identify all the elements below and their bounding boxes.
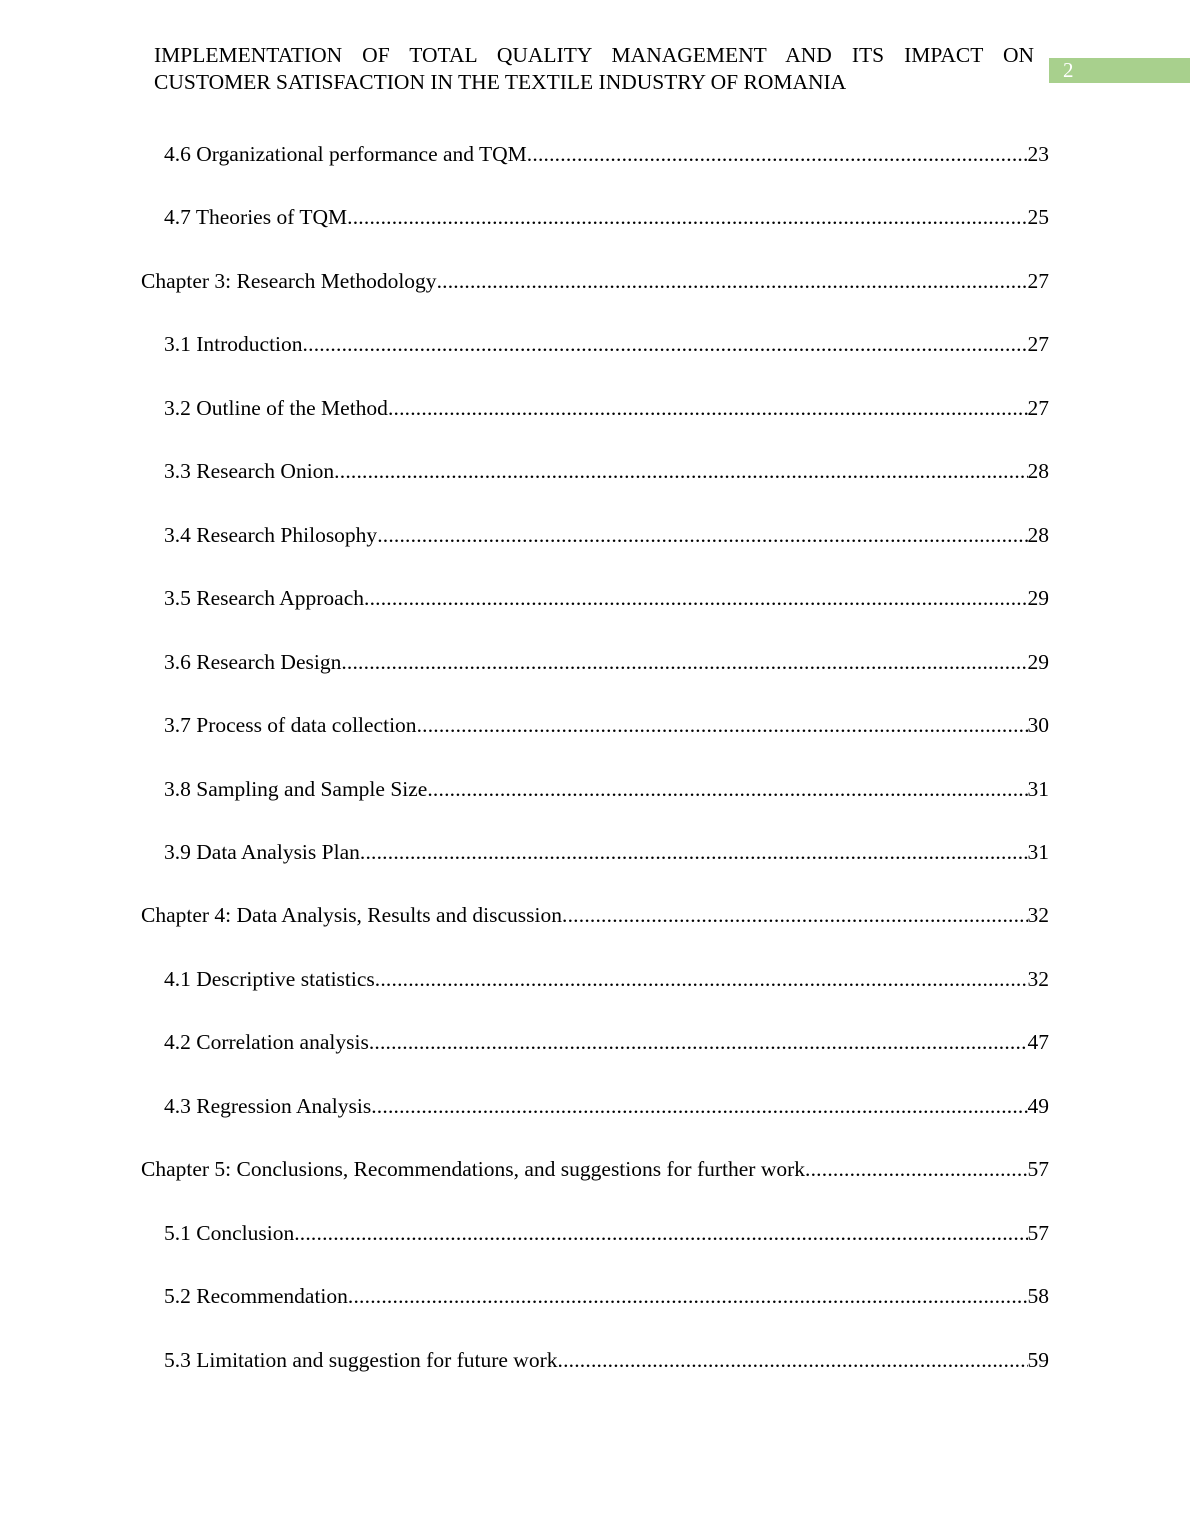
toc-entry-page-number: 59 — [1027, 1348, 1049, 1372]
toc-entry-page-number: 47 — [1027, 1030, 1049, 1054]
toc-entry[interactable] — [141, 268, 1049, 294]
toc-entry[interactable] — [141, 902, 1049, 928]
toc-entry-page-number: 25 — [1027, 205, 1049, 229]
toc-entry-label: 4.7 Theories of TQM — [164, 205, 348, 229]
toc-entry[interactable] — [164, 1093, 1049, 1119]
toc-dot-leader — [417, 712, 1028, 738]
toc-entry[interactable] — [164, 712, 1049, 738]
toc-entry-label: 5.1 Conclusion — [164, 1221, 295, 1245]
toc-entry-label: Chapter 4: Data Analysis, Results and discussion — [141, 903, 563, 927]
toc-entry-page-number: 57 — [1027, 1157, 1049, 1181]
toc-entry[interactable] — [164, 204, 1049, 230]
toc-entry-label: Chapter 5: Conclusions, Recommendations, and suggestions for further work — [141, 1157, 806, 1181]
toc-entry[interactable] — [164, 331, 1049, 357]
toc-dot-leader — [371, 1093, 1027, 1119]
toc-entry[interactable] — [164, 776, 1049, 802]
toc-entry-label: 3.7 Process of data collection — [164, 713, 417, 737]
toc-entry-label: 5.2 Recommendation — [164, 1284, 348, 1308]
toc-dot-leader — [303, 331, 1028, 357]
toc-dot-leader — [364, 585, 1028, 611]
toc-entry-label: 3.8 Sampling and Sample Size — [164, 777, 428, 801]
toc-entry-page-number: 57 — [1027, 1221, 1049, 1245]
toc-dot-leader — [437, 268, 1028, 294]
toc-entry-label: 3.1 Introduction — [164, 332, 303, 356]
toc-dot-leader — [527, 141, 1028, 167]
toc-entry-label: 4.1 Descriptive statistics — [164, 967, 375, 991]
toc-entry-page-number: 49 — [1027, 1094, 1049, 1118]
toc-entry-label: 3.9 Data Analysis Plan — [164, 840, 360, 864]
toc-entry[interactable] — [164, 395, 1049, 421]
toc-entry[interactable] — [164, 1029, 1049, 1055]
toc-entry[interactable] — [164, 458, 1049, 484]
toc-entry[interactable] — [164, 141, 1049, 167]
toc-dot-leader — [348, 1283, 1028, 1309]
toc-dot-leader — [388, 395, 1028, 421]
toc-entry[interactable] — [164, 585, 1049, 611]
toc-entry[interactable] — [164, 522, 1049, 548]
page-number-badge — [1049, 58, 1190, 83]
toc-dot-leader — [377, 522, 1027, 548]
toc-dot-leader — [334, 458, 1027, 484]
toc-entry[interactable] — [164, 966, 1049, 992]
toc-entry[interactable] — [164, 1347, 1049, 1373]
toc-entry-label: 3.3 Research Onion — [164, 459, 335, 483]
toc-entry-page-number: 32 — [1027, 903, 1049, 927]
toc-entry-page-number: 30 — [1027, 713, 1049, 737]
toc-entry-label: 3.2 Outline of the Method — [164, 396, 388, 420]
toc-dot-leader — [369, 1029, 1028, 1055]
page-number: 2 — [1063, 58, 1074, 82]
toc-entry[interactable] — [164, 1220, 1049, 1246]
toc-entry-label: 4.6 Organizational performance and TQM — [164, 142, 527, 166]
toc-entry-label: 4.2 Correlation analysis — [164, 1030, 369, 1054]
toc-entry-label: 3.4 Research Philosophy — [164, 523, 378, 547]
toc-entry-label: 5.3 Limitation and suggestion for future work — [164, 1348, 558, 1372]
toc-entry-page-number: 23 — [1027, 142, 1049, 166]
toc-dot-leader — [341, 649, 1027, 675]
toc-dot-leader — [558, 1347, 1028, 1373]
toc-entry-page-number: 27 — [1027, 332, 1049, 356]
header-title-line-1: IMPLEMENTATION OF TOTAL QUALITY MANAGEMENT AND ITS IMPACT ON — [154, 43, 1034, 67]
toc-entry-page-number: 32 — [1027, 967, 1049, 991]
toc-entry[interactable] — [164, 1283, 1049, 1309]
running-header — [154, 42, 1034, 96]
toc-dot-leader — [805, 1156, 1027, 1182]
toc-entry-page-number: 28 — [1027, 523, 1049, 547]
toc-entry-page-number: 58 — [1027, 1284, 1049, 1308]
toc-dot-leader — [360, 839, 1028, 865]
toc-entry-page-number: 31 — [1027, 777, 1049, 801]
toc-entry-page-number: 27 — [1027, 396, 1049, 420]
toc-dot-leader — [562, 902, 1027, 928]
toc-entry-label: 4.3 Regression Analysis — [164, 1094, 372, 1118]
toc-entry-label: 3.5 Research Approach — [164, 586, 364, 610]
toc-entry[interactable] — [164, 839, 1049, 865]
toc-entry[interactable] — [141, 1156, 1049, 1182]
toc-entry-page-number: 28 — [1027, 459, 1049, 483]
toc-entry-page-number: 29 — [1027, 586, 1049, 610]
toc-entry-page-number: 27 — [1027, 269, 1049, 293]
toc-dot-leader — [427, 776, 1027, 802]
toc-entry-page-number: 31 — [1027, 840, 1049, 864]
toc-dot-leader — [375, 966, 1028, 992]
toc-entry-label: Chapter 3: Research Methodology — [141, 269, 437, 293]
toc-dot-leader — [294, 1220, 1027, 1246]
toc-entry-page-number: 29 — [1027, 650, 1049, 674]
header-title-line-2: CUSTOMER SATISFACTION IN THE TEXTILE INDUSTRY OF ROMANIA — [154, 70, 847, 94]
toc-entry-label: 3.6 Research Design — [164, 650, 342, 674]
toc-dot-leader — [347, 204, 1027, 230]
toc-entry[interactable] — [164, 649, 1049, 675]
